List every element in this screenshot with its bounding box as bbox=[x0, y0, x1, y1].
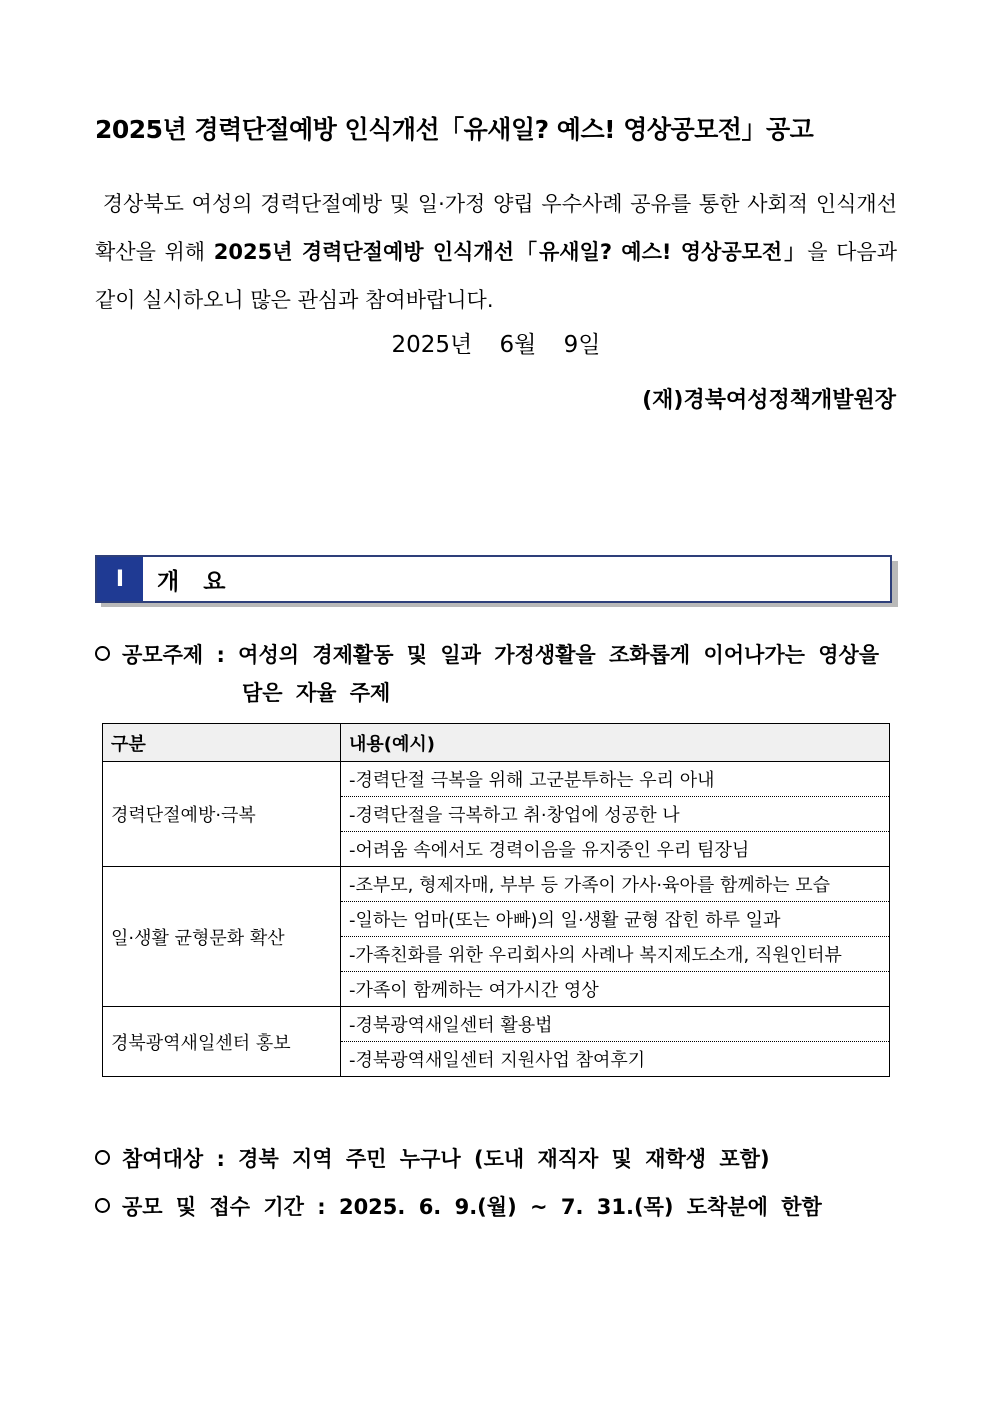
announcement-date: 2025년 6월 9일 bbox=[391, 332, 601, 358]
intro-text-1: 경상북도 여성의 경력단절예방 및 일·가정 양립 우수사례 공유를 통한 사회적 인식개선 확산을 위해 bbox=[95, 192, 897, 264]
table-cell-item: -경력단절 극복을 위해 고군분투하는 우리 아내 bbox=[341, 762, 890, 797]
topic-line-2: 담은 자율 주제 bbox=[242, 681, 391, 705]
participants-bullet bbox=[95, 1140, 899, 1178]
circle-bullet-icon bbox=[95, 1150, 110, 1165]
table-header-content: 내용(예시) bbox=[341, 724, 890, 762]
table-cell-item: -경력단절을 극복하고 취·창업에 성공한 나 bbox=[341, 797, 890, 832]
table-cell-item: -경북광역새일센터 지원사업 참여후기 bbox=[341, 1042, 890, 1077]
table-category: 경북광역새일센터 홍보 bbox=[103, 1007, 341, 1077]
organization-name: (재)경북여성정책개발원장 bbox=[642, 388, 896, 413]
intro-text-2: 을 다음과 같이 실시하오니 많은 관심과 참여바랍니다. bbox=[95, 240, 897, 312]
topic-bullet bbox=[95, 636, 899, 674]
table-category: 경력단절예방·극복 bbox=[103, 762, 341, 867]
topic-line-1: 공모주제 : 여성의 경제활동 및 일과 가정생활을 조화롭게 이어나가는 영상을 bbox=[122, 643, 880, 667]
table-cell-item: -일하는 엄마(또는 아빠)의 일·생활 균형 잡힌 하루 일과 bbox=[341, 902, 890, 937]
table-cell-item: -가족이 함께하는 여가시간 영상 bbox=[341, 972, 890, 1007]
table-cell-item: -경북광역새일센터 활용법 bbox=[341, 1007, 890, 1042]
circle-bullet-icon bbox=[95, 646, 110, 661]
table-cell-item: -조부모, 형제자매, 부부 등 가족이 가사·육아를 함께하는 모습 bbox=[341, 867, 890, 902]
topic-table bbox=[102, 723, 890, 1077]
table-cell-item: -어려움 속에서도 경력이음을 유지중인 우리 팀장님 bbox=[341, 832, 890, 867]
period-text: 공모 및 접수 기간 : 2025. 6. 9.(월) ~ 7. 31.(목) 도착분에 한함 bbox=[122, 1195, 822, 1219]
period-bullet bbox=[95, 1188, 899, 1226]
page-title: 2025년 경력단절예방 인식개선「유새일? 예스! 영상공모전」공고 bbox=[95, 115, 814, 144]
section-label: 개 요 bbox=[157, 568, 234, 595]
table-category: 일·생활 균형문화 확산 bbox=[103, 867, 341, 1007]
section-header bbox=[95, 555, 892, 603]
table-cell-item: -가족친화를 위한 우리회사의 사례나 복지제도소개, 직원인터뷰 bbox=[341, 937, 890, 972]
circle-bullet-icon bbox=[95, 1198, 110, 1213]
participants-text: 참여대상 : 경북 지역 주민 누구나 (도내 재직자 및 재학생 포함) bbox=[122, 1147, 770, 1171]
section-number: Ⅰ bbox=[97, 557, 143, 601]
intro-highlight: 2025년 경력단절예방 인식개선「유새일? 예스! 영상공모전」 bbox=[213, 240, 808, 264]
intro-paragraph bbox=[95, 180, 897, 324]
table-header-category: 구분 bbox=[103, 724, 341, 762]
